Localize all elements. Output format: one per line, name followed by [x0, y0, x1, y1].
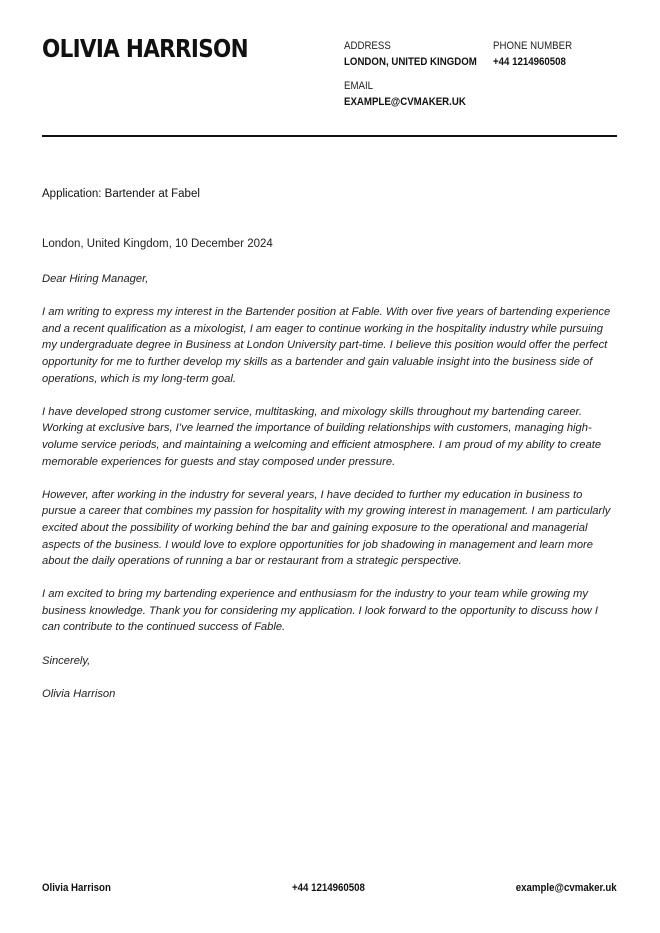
body-paragraph-2: I have developed strong customer service, multitasking, and mixology skills throughout my bartending career. Working at exclusive bars, I’ve learned the importance of building relationships with customers, managing high-volume service periods, and maintaining a welcoming and efficient atmosphere. I am proud of my ability to create memorable experiences for guests and stay composed under pressure.: [42, 405, 602, 468]
body-paragraph-4: I am excited to bring my bartending experience and enthusiasm for the industry to your team while growing my business knowledge. Thank you for considering my application. I look forward to the opportunity to discuss how I can contribute to the continued success of Fable.: [42, 588, 598, 634]
applicant-name: OLIVIA HARRISON: [42, 34, 248, 63]
header-divider: [42, 135, 617, 137]
email-block: [344, 78, 466, 110]
address-block: [344, 38, 477, 70]
footer-phone: +44 1214960508: [292, 882, 365, 894]
closing: Sincerely,: [42, 654, 91, 667]
salutation: Dear Hiring Manager,: [42, 273, 149, 285]
letter-subject: Application: Bartender at Fabel: [42, 188, 200, 200]
letter-footer: [42, 882, 617, 900]
footer-email: example@cvmaker.uk: [516, 882, 617, 894]
body-paragraph-1: I am writing to express my interest in the Bartender position at Fable. With over five years of bartending experience and a recent qualification as a mixologist, I am eager to continue working in the hospitality industry while pursuing my undergraduate degree in Business at London University part-time. I believe this position would offer the perfect opportunity for me to further develop my skills as a bartender and gain valuable insight into the business side of operations, which is my long-term goal.: [42, 306, 611, 385]
phone-block: [493, 38, 572, 70]
letter-header: [42, 30, 617, 130]
address-value: LONDON, UNITED KINGDOM: [344, 56, 477, 68]
phone-value: +44 1214960508: [493, 56, 566, 68]
phone-label: PHONE NUMBER: [493, 40, 573, 52]
signature: Olivia Harrison: [42, 687, 116, 700]
body-paragraph-3: However, after working in the industry for several years, I have decided to further my education in business to pursue a career that combines my passion for hospitality with my growing interest in management. I am particularly excited about the possibility of working behind the bar and gaining exposure to the operational and managerial aspects of the business. I would love to explore opportunities for job shadowing in management and learn more about the daily operations of running a bar or restaurant from a strategic perspective.: [42, 488, 611, 568]
letter-place-date: London, United Kingdom, 10 December 2024: [42, 238, 273, 250]
email-label: EMAIL: [344, 80, 374, 92]
address-label: ADDRESS: [344, 40, 391, 52]
email-value: EXAMPLE@CVMAKER.UK: [344, 96, 466, 108]
footer-name: Olivia Harrison: [42, 882, 111, 894]
letter-body: [42, 271, 618, 719]
